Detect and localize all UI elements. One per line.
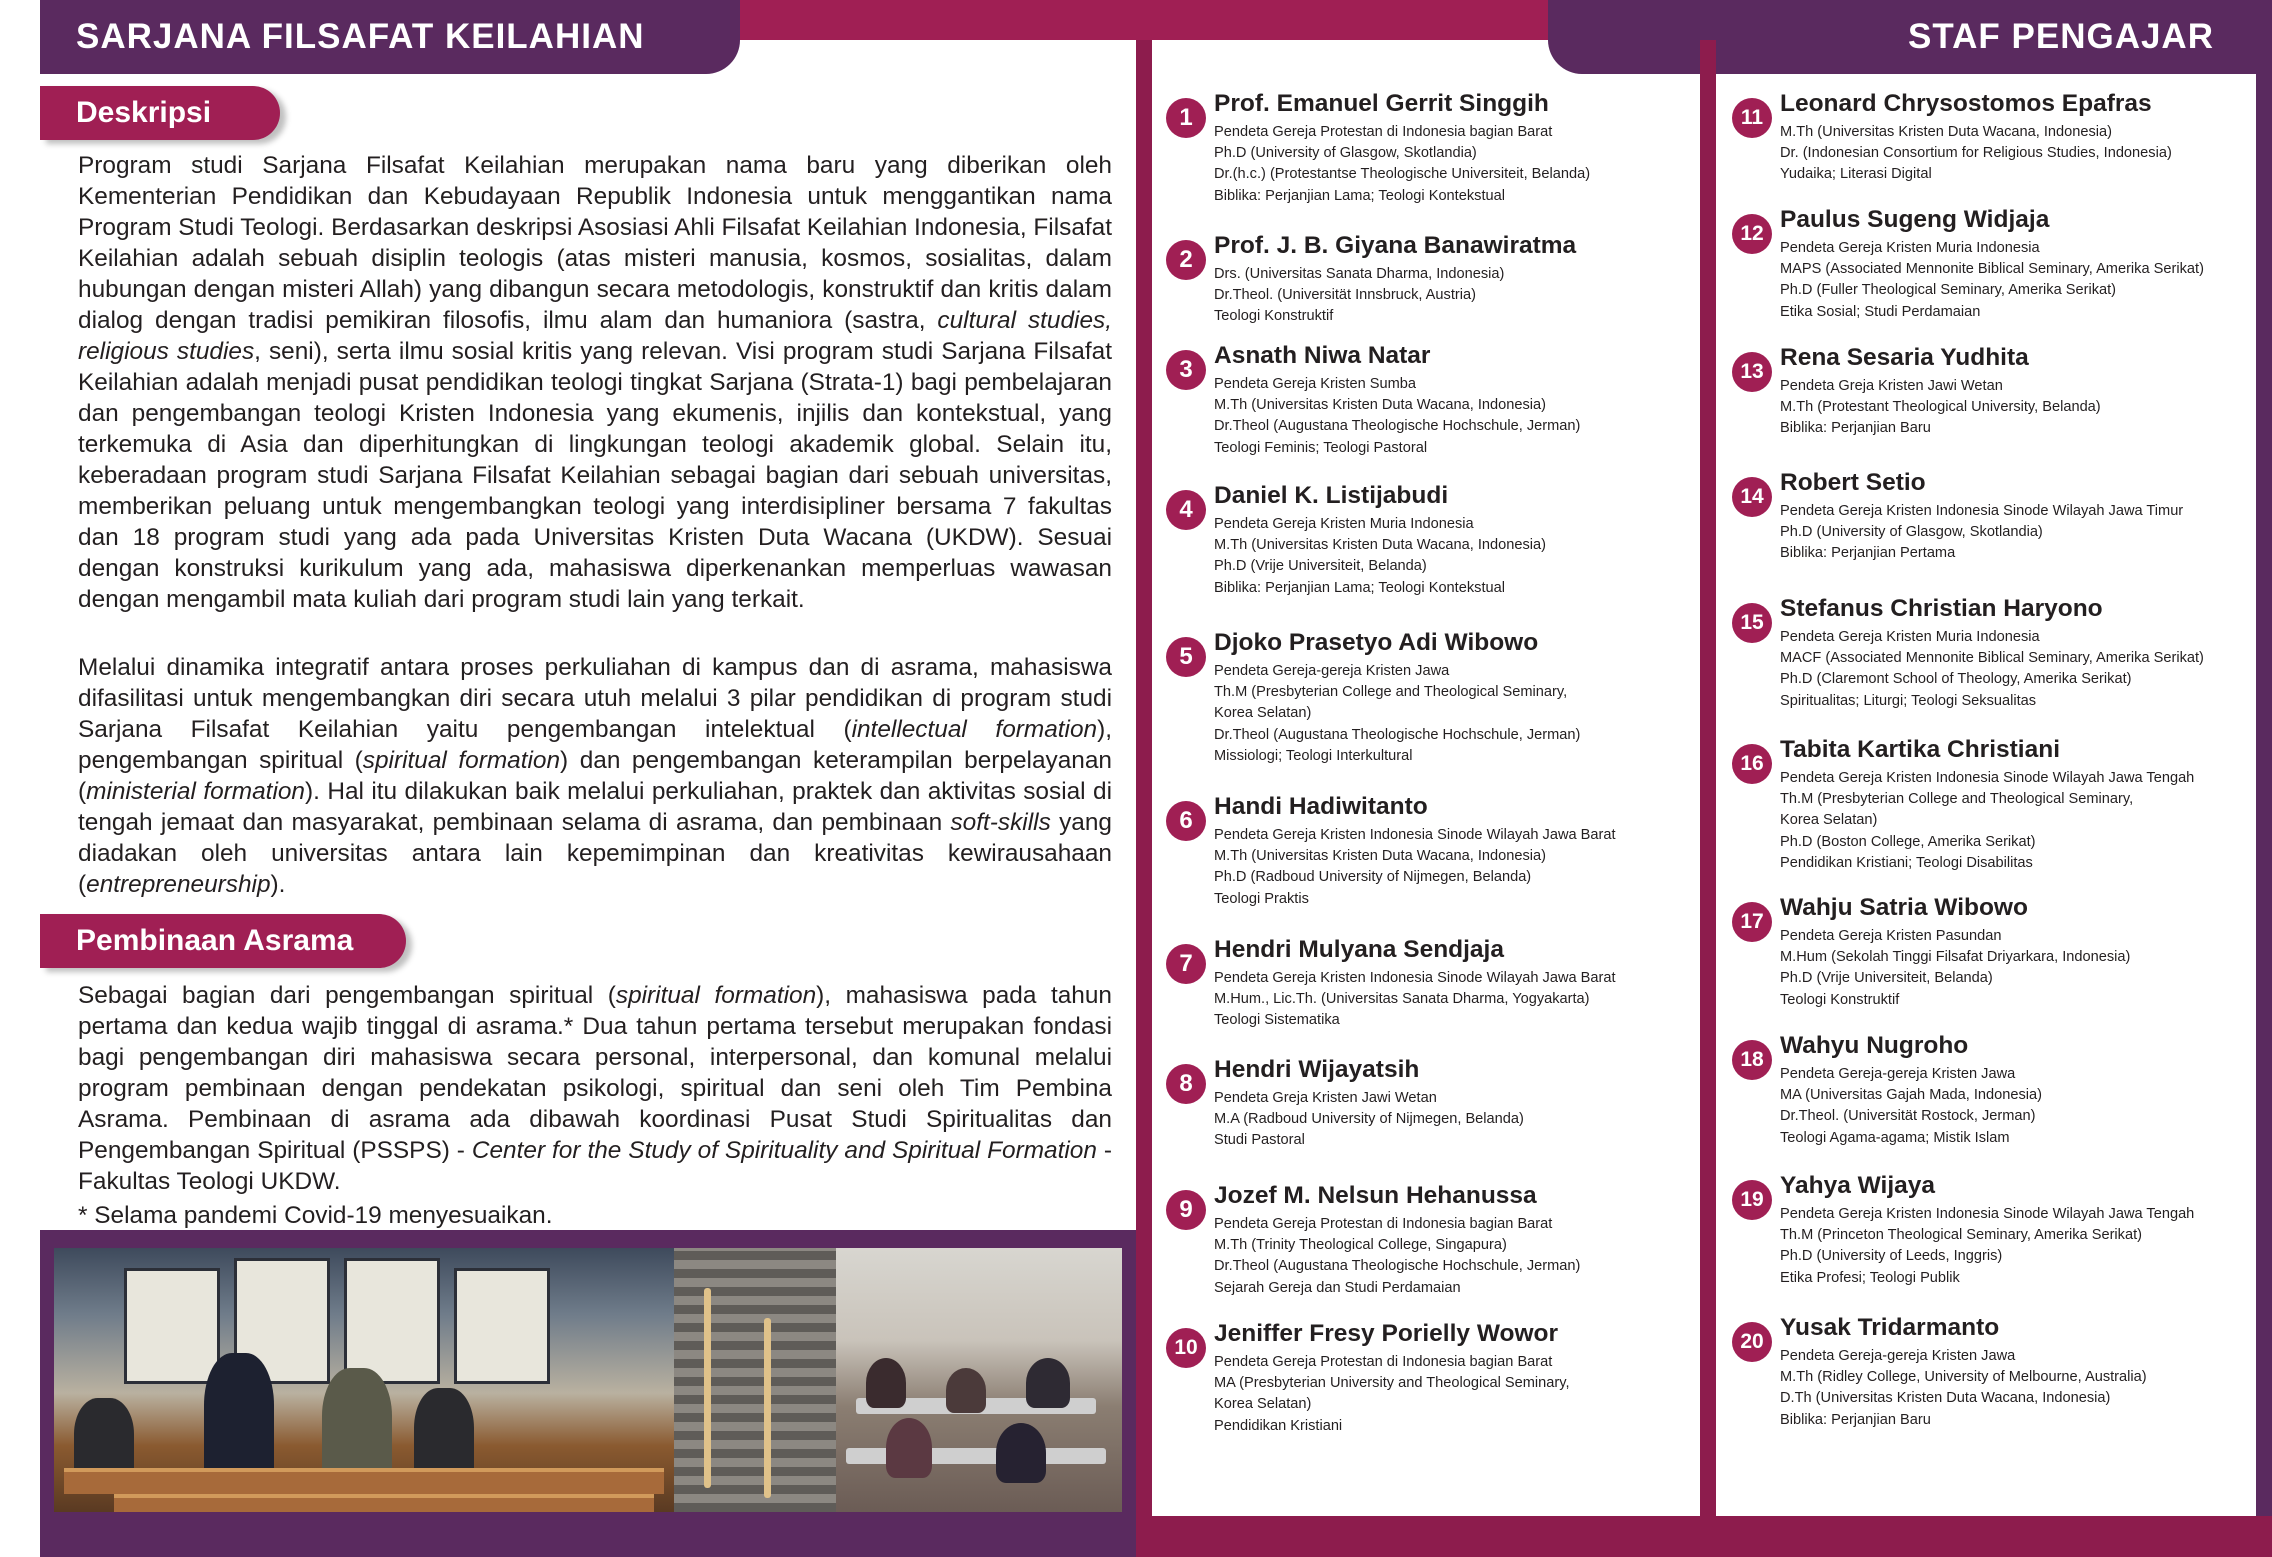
column-divider-left (1136, 40, 1152, 1557)
staff-number-badge: 20 (1732, 1322, 1772, 1362)
staff-name: Asnath Niwa Natar (1214, 342, 1431, 369)
staff-name: Prof. Emanuel Gerrit Singgih (1214, 90, 1549, 117)
staff-details (1214, 968, 1734, 1032)
staff-detail-line: Pendeta Gereja-gereja Kristen Jawa (1214, 663, 1450, 679)
photo-stone-wall (674, 1248, 836, 1512)
person (1026, 1358, 1070, 1408)
staff-detail-line: Pendeta Gereja Kristen Muria Indonesia (1214, 516, 1474, 532)
staff-detail-line: Pendeta Gereja Kristen Indonesia Sinode Wilayah Jawa Tengah (1780, 770, 2195, 786)
staff-detail-line: Missiologi; Teologi Interkultural (1214, 747, 1413, 764)
staff-number-badge: 5 (1166, 637, 1206, 677)
staff-details (1780, 1064, 2272, 1149)
staff-detail-line: Dr.Theol (Augustana Theologische Hochschule, Jerman) (1214, 418, 1581, 435)
staff-detail-line: Biblika: Perjanjian Pertama (1780, 545, 1956, 562)
dining-table (846, 1448, 1106, 1464)
staff-detail-line: M.Hum (Sekolah Tinggi Filsafat Driyarkara, Indonesia) (1780, 949, 2131, 966)
staff-details (1214, 1352, 1734, 1437)
window (344, 1258, 440, 1384)
staff-detail-line: Teologi Konstruktif (1780, 991, 1900, 1008)
staff-detail-line: D.Th (Universitas Kristen Duta Wacana, Indonesia) (1780, 1390, 2111, 1407)
header-accent-bar (740, 0, 1568, 40)
staff-details (1214, 122, 1734, 207)
staff-detail-line: Pendeta Gereja Protestan di Indonesia bagian Barat (1214, 1216, 1553, 1232)
person (886, 1418, 932, 1478)
staff-name: Handi Hadiwitanto (1214, 793, 1428, 820)
staff-name: Jozef M. Nelsun Hehanussa (1214, 1182, 1537, 1209)
staff-name: Robert Setio (1780, 469, 1926, 496)
staff-name: Wahyu Nugroho (1780, 1032, 1969, 1059)
staff-detail-line: Pendeta Gereja Protestan di Indonesia bagian Barat (1214, 1354, 1553, 1370)
plant (704, 1288, 711, 1488)
staff-number-badge: 16 (1732, 744, 1772, 784)
footer-bar-accent (1136, 1516, 2272, 1557)
staff-detail-line: Pendeta Greja Kristen Jawi Wetan (1214, 1090, 1437, 1106)
staff-detail-line: Etika Sosial; Studi Perdamaian (1780, 303, 1981, 320)
staff-name: Jeniffer Fresy Porielly Wowor (1214, 1320, 1559, 1347)
person (204, 1353, 274, 1483)
staff-name: Stefanus Christian Haryono (1780, 595, 2103, 622)
staff-details (1780, 122, 2272, 186)
staff-number-badge: 9 (1166, 1190, 1206, 1230)
staff-number-badge: 8 (1166, 1064, 1206, 1104)
staff-number-badge: 17 (1732, 902, 1772, 942)
staff-number-badge: 4 (1166, 490, 1206, 530)
staff-detail-line: Pendeta Gereja Kristen Indonesia Sinode Wilayah Jawa Barat (1214, 970, 1616, 986)
staff-detail-line: M.Hum., Lic.Th. (Universitas Sanata Dharma, Yogyakarta) (1214, 991, 1590, 1008)
staff-detail-line: Teologi Agama-agama; Mistik Islam (1780, 1129, 2010, 1146)
staff-number-badge: 7 (1166, 944, 1206, 984)
staff-detail-line: Pendeta Gereja Kristen Indonesia Sinode Wilayah Jawa Timur (1780, 503, 2184, 519)
staff-detail-line: Pendeta Gereja Protestan di Indonesia bagian Barat (1214, 124, 1553, 140)
staff-detail-line: Etika Profesi; Teologi Publik (1780, 1269, 1960, 1286)
staff-name: Hendri Mulyana Sendjaja (1214, 936, 1504, 963)
staff-detail-line: Ph.D (University of Glasgow, Skotlandia) (1214, 145, 1477, 162)
staff-detail-line: M.A (Radboud University of Nijmegen, Belanda) (1214, 1111, 1524, 1128)
staff-details (1780, 1346, 2272, 1431)
staff-details (1214, 825, 1734, 910)
staff-detail-line: Dr. (Indonesian Consortium for Religious Studies, Indonesia) (1780, 145, 2172, 162)
deskripsi-paragraph-2: Melalui dinamika integratif antara proses perkuliahan di kampus dan di asrama, mahasiswa difasilitasi untuk mengembangkan diri secara utuh melalui 3 pilar pendidikan di program studi Sarjana Filsafat Keilahian yaitu pengembangan intelektual (intellectual formation), pengembangan spiritual (spiritual formation) dan pengembangan keterampilan berpelayanan (ministerial formation). Hal itu dilakukan baik melalui perkuliahan, praktek dan aktivitas sosial di tengah jemaat dan masyarakat, pembinaan selama di asrama, dan pembinaan soft-skills yang diadakan oleh universitas antara lain kepemimpinan dan kreativitas kewirausahaan (entrepreneurship). (78, 654, 1112, 898)
staff-detail-line: Th.M (Princeton Theological Seminary, Amerika Serikat) (1780, 1227, 2143, 1244)
staff-detail-line: Teologi Sistematika (1214, 1012, 1340, 1029)
staff-number-badge: 12 (1732, 214, 1772, 254)
photo-gamelan-practice (54, 1248, 674, 1512)
staff-details (1214, 661, 1734, 767)
staff-number-badge: 19 (1732, 1180, 1772, 1220)
staff-detail-line: Studi Pastoral (1214, 1132, 1305, 1149)
page-title: SARJANA FILSAFAT KEILAHIAN (40, 0, 740, 74)
staff-name: Rena Sesaria Yudhita (1780, 344, 2029, 371)
staff-number-badge: 18 (1732, 1040, 1772, 1080)
staff-detail-line: M.Th (Trinity Theological College, Singapura) (1214, 1237, 1507, 1254)
staff-detail-line: Pendeta Gereja-gereja Kristen Jawa (1780, 1066, 2016, 1082)
staff-detail-line: M.Th (Protestant Theological University, Belanda) (1780, 399, 2101, 416)
staff-detail-line: Drs. (Universitas Sanata Dharma, Indonesia) (1214, 266, 1505, 282)
staff-detail-line: Biblika: Perjanjian Lama; Teologi Kontekstual (1214, 579, 1505, 596)
staff-detail-line: Biblika: Perjanjian Baru (1780, 420, 1931, 437)
person (946, 1368, 986, 1413)
staff-detail-line: Th.M (Presbyterian College and Theological Seminary, (1214, 684, 1568, 701)
staff-number-badge: 13 (1732, 352, 1772, 392)
staff-detail-line: M.Th (Universitas Kristen Duta Wacana, Indonesia) (1214, 848, 1547, 865)
staff-detail-line: Dr.(h.c.) (Protestantse Theologische Universiteit, Belanda) (1214, 166, 1591, 183)
staff-details (1780, 376, 2272, 440)
staff-detail-line: Sejarah Gereja dan Studi Perdamaian (1214, 1279, 1461, 1296)
staff-number-badge: 1 (1166, 98, 1206, 138)
staff-number-badge: 14 (1732, 477, 1772, 517)
staff-details (1780, 926, 2272, 1011)
staff-details (1214, 264, 1734, 328)
staff-detail-line: Teologi Feminis; Teologi Pastoral (1214, 439, 1428, 456)
staff-detail-line: Korea Selatan) (1780, 812, 1878, 829)
staff-detail-line: Pendidikan Kristiani (1214, 1417, 1343, 1434)
window (124, 1268, 220, 1384)
staff-detail-line: Ph.D (Vrije Universiteit, Belanda) (1780, 970, 1993, 987)
staff-details (1780, 768, 2272, 874)
staff-name: Yusak Tridarmanto (1780, 1314, 2000, 1341)
section-label-deskripsi: Deskripsi (40, 86, 280, 140)
staff-name: Yahya Wijaya (1780, 1172, 1936, 1199)
staff-detail-line: Pendeta Gereja Kristen Sumba (1214, 376, 1416, 392)
staff-name: Tabita Kartika Christiani (1780, 736, 2061, 763)
staff-number-badge: 11 (1732, 98, 1772, 138)
staff-detail-line: Ph.D (University of Glasgow, Skotlandia) (1780, 524, 2043, 541)
plant (764, 1318, 771, 1498)
staff-name: Hendri Wijayatsih (1214, 1056, 1420, 1083)
asrama-paragraph: Sebagai bagian dari pengembangan spiritual (spiritual formation), mahasiswa pada tahun pertama dan kedua wajib tinggal di asrama.* Dua tahun pertama tersebut merupakan fondasi bagi pengembangan diri mahasiswa secara personal, interpersonal, dan komunal melalui program pembinaan dengan pendekatan psikologi, spiritual dan seni oleh Tim Pembina Asrama. Pembinaan di asrama ada dibawah koordinasi Pusat Studi Spiritualitas dan Pengembangan Spiritual (PSSPS) - Center for the Study of Spirituality and Spiritual Formation - Fakultas Teologi UKDW. (78, 982, 1112, 1195)
staff-detail-line: Pendeta Gereja Kristen Muria Indonesia (1780, 629, 2040, 645)
staff-detail-line: Korea Selatan) (1214, 705, 1312, 722)
staff-detail-line: MACF (Associated Mennonite Biblical Seminary, Amerika Serikat) (1780, 650, 2204, 667)
staff-name: Paulus Sugeng Widjaja (1780, 206, 2050, 233)
staff-details (1214, 1214, 1734, 1299)
staff-number-badge: 10 (1166, 1328, 1206, 1368)
staff-detail-line: Pendeta Gereja Kristen Muria Indonesia (1780, 240, 2040, 256)
staff-detail-line: Biblika: Perjanjian Lama; Teologi Kontekstual (1214, 187, 1505, 204)
staff-name: Leonard Chrysostomos Epafras (1780, 90, 2152, 117)
staff-detail-line: Teologi Praktis (1214, 890, 1309, 907)
gamelan-instrument (114, 1494, 654, 1512)
person (866, 1358, 906, 1408)
staff-detail-line: M.Th (Universitas Kristen Duta Wacana, Indonesia) (1214, 397, 1547, 414)
staff-details (1214, 514, 1734, 599)
staff-title: STAF PENGAJAR (1548, 0, 2272, 74)
staff-detail-line: M.Th (Universitas Kristen Duta Wacana, Indonesia) (1780, 124, 2113, 140)
staff-detail-line: Ph.D (Vrije Universiteit, Belanda) (1214, 558, 1427, 575)
staff-detail-line: Ph.D (Claremont School of Theology, Amerika Serikat) (1780, 671, 2132, 688)
staff-detail-line: Pendeta Gereja Kristen Indonesia Sinode Wilayah Jawa Barat (1214, 827, 1616, 843)
staff-detail-line: MA (Universitas Gajah Mada, Indonesia) (1780, 1087, 2042, 1104)
photo-dining-hall (836, 1248, 1122, 1512)
staff-detail-line: Pendidikan Kristiani; Teologi Disabilitas (1780, 854, 2033, 871)
staff-detail-line: M.Th (Universitas Kristen Duta Wacana, Indonesia) (1214, 537, 1547, 554)
deskripsi-paragraph-1: Program studi Sarjana Filsafat Keilahian merupakan nama baru yang diberikan oleh Kementerian Pendidikan dan Kebudayaan Republik Indonesia untuk menggantikan nama Program Studi Teologi. Berdasarkan deskripsi Asosiasi Ahli Filsafat Keilahian Indonesia, Filsafat Keilahian adalah sebuah disiplin teologis (atas misteri manusia, kosmos, sosialitas, dalam hubungan dengan misteri Allah) yang dibangun secara metodologis, konstruktif dan kritis dalam dialog dengan tradisi pemikiran filosofis, ilmu alam dan humaniora (sastra, cultural studies, religious studies, seni), serta ilmu sosial kritis yang relevan. Visi program studi Sarjana Filsafat Keilahian adalah menjadi pusat pendidikan teologi tingkat Sarjana (Strata-1) bagi pembelajaran dan pengembangan teologi Kristen Indonesia yang ekumenis, injilis dan kontekstual, yang terkemuka di Asia dan diperhitungkan di lingkungan teologi akademik global. Selain itu, keberadaan program studi Sarjana Filsafat Keilahian sebagai bagian dari sebuah universitas, memberikan peluang untuk mengembangkan teologi yang interdisipliner bersama 7 fakultas dan 18 program studi yang ada pada Universitas Kristen Duta Wacana (UKDW). Sesuai dengan konstruksi kurikulum yang ada, mahasiswa diperkenankan memperluas wawasan dengan mengambil mata kuliah dari program studi lain yang terkait. (78, 152, 1113, 613)
window (454, 1268, 550, 1384)
photo-collage (40, 1230, 1136, 1516)
staff-number-badge: 15 (1732, 603, 1772, 643)
staff-detail-line: Dr.Theol (Augustana Theologische Hochschule, Jerman) (1214, 726, 1581, 743)
staff-detail-line: M.Th (Ridley College, University of Melbourne, Australia) (1780, 1369, 2147, 1386)
staff-detail-line: MA (Presbyterian University and Theological Seminary, (1214, 1375, 1570, 1392)
gamelan-instrument (64, 1468, 664, 1494)
staff-detail-line: Pendeta Gereja Kristen Pasundan (1780, 928, 2002, 944)
staff-detail-line: Dr.Theol. (Universität Rostock, Jerman) (1780, 1108, 2036, 1125)
staff-number-badge: 2 (1166, 240, 1206, 280)
asrama-footnote: * Selama pandemi Covid-19 menyesuaikan. (78, 1202, 553, 1229)
staff-detail-line: Ph.D (Fuller Theological Seminary, Amerika Serikat) (1780, 282, 2117, 299)
staff-details (1780, 627, 2272, 712)
staff-detail-line: Th.M (Presbyterian College and Theological Seminary, (1780, 791, 2134, 808)
staff-number-badge: 3 (1166, 350, 1206, 390)
staff-details (1214, 1088, 1734, 1152)
staff-detail-line: Yudaika; Literasi Digital (1780, 166, 1932, 183)
staff-detail-line: Dr.Theol (Augustana Theologische Hochschule, Jerman) (1214, 1258, 1581, 1275)
staff-detail-line: Korea Selatan) (1214, 1396, 1312, 1413)
staff-details (1214, 374, 1734, 459)
staff-detail-line: Pendeta Greja Kristen Jawi Wetan (1780, 378, 2003, 394)
section-label-pembinaan-asrama: Pembinaan Asrama (40, 914, 406, 968)
staff-details (1780, 238, 2272, 323)
staff-name: Djoko Prasetyo Adi Wibowo (1214, 629, 1539, 656)
person (996, 1423, 1046, 1483)
staff-number-badge: 6 (1166, 801, 1206, 841)
staff-name: Daniel K. Listijabudi (1214, 482, 1449, 509)
staff-detail-line: Ph.D (University of Leeds, Inggris) (1780, 1248, 2003, 1265)
staff-details (1780, 1204, 2272, 1289)
staff-detail-line: Ph.D (Boston College, Amerika Serikat) (1780, 833, 2036, 850)
staff-detail-line: MAPS (Associated Mennonite Biblical Seminary, Amerika Serikat) (1780, 261, 2204, 278)
staff-detail-line: Pendeta Gereja-gereja Kristen Jawa (1780, 1348, 2016, 1364)
staff-detail-line: Dr.Theol. (Universität Innsbruck, Austria) (1214, 287, 1476, 304)
staff-details (1780, 501, 2272, 565)
staff-name: Wahju Satria Wibowo (1780, 894, 2028, 921)
staff-name: Prof. J. B. Giyana Banawiratma (1214, 232, 1577, 259)
staff-detail-line: Teologi Konstruktif (1214, 308, 1334, 325)
staff-detail-line: Ph.D (Radboud University of Nijmegen, Belanda) (1214, 869, 1532, 886)
staff-detail-line: Pendeta Gereja Kristen Indonesia Sinode Wilayah Jawa Tengah (1780, 1206, 2195, 1222)
staff-detail-line: Biblika: Perjanjian Baru (1780, 1411, 1931, 1428)
staff-detail-line: Spiritualitas; Liturgi; Teologi Seksualitas (1780, 692, 2037, 709)
